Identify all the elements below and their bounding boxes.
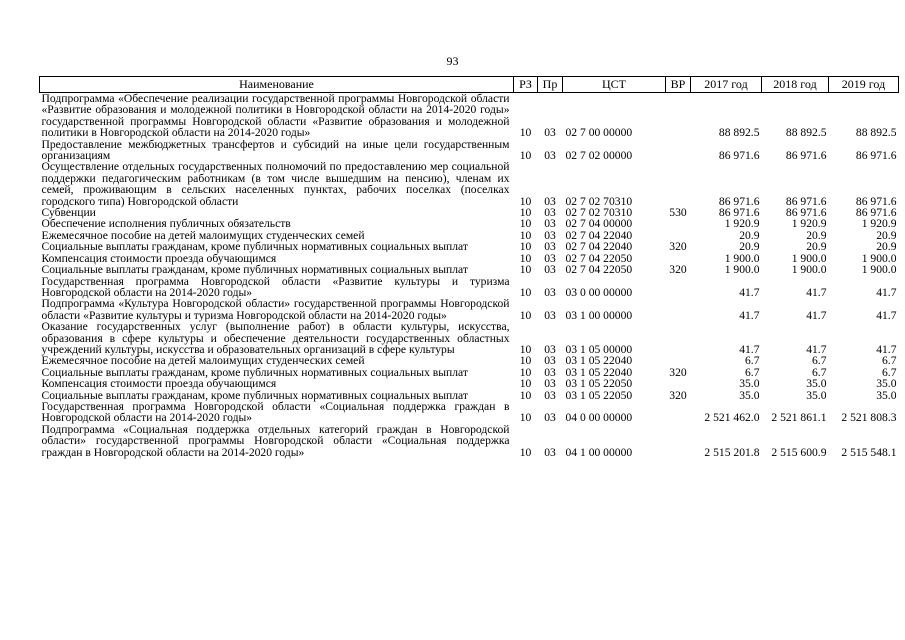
header-name: Наименование [40, 77, 514, 93]
row-pr: 03 [544, 149, 556, 163]
row-2019: 88 892.5 [855, 126, 897, 140]
table-row [40, 378, 899, 389]
row-name: Обеспечение исполнения публичных обязательств [41, 217, 291, 231]
row-2017: 88 892.5 [718, 126, 760, 140]
row-name: Государственная программа Новгородской области «Социальная поддержка граждан в Новгородской области на 2014-2020 годы» [41, 399, 510, 425]
row-2017: 41.7 [739, 285, 760, 299]
row-2017: 1 900.0 [724, 251, 760, 265]
row-pr: 03 [544, 308, 556, 322]
row-name: Социальные выплаты гражданам, кроме публичных нормативных социальных выплат [41, 240, 468, 254]
row-2019: 86 971.6 [855, 206, 897, 220]
row-2017: 6.7 [745, 354, 760, 368]
row-vr [666, 93, 691, 139]
row-rz: 10 [519, 388, 532, 402]
row-pr: 03 [544, 285, 556, 299]
row-name: Компенсация стоимости проезда обучающимся [41, 251, 277, 265]
row-2018: 20.9 [806, 228, 827, 242]
table-row [40, 276, 899, 299]
row-vr: 320 [669, 365, 687, 379]
row-vr [666, 378, 691, 389]
row-2018: 1 920.9 [791, 217, 827, 231]
row-2019: 20.9 [876, 228, 897, 242]
row-pr: 03 [544, 388, 556, 402]
row-2019: 1 900.0 [861, 251, 897, 265]
row-2018: 41.7 [806, 308, 827, 322]
row-rz: 10 [519, 445, 532, 459]
row-vr: 320 [669, 388, 687, 402]
row-name: Подпрограмма «Социальная поддержка отдельных категорий граждан в Новгородской области» государственной программы Новгородской области «Социальная поддержка граждан в Новгородской области на 2014-2020 годы» [41, 422, 510, 459]
row-2017: 41.7 [739, 342, 760, 356]
row-cst: 02 7 02 70310 [565, 206, 633, 220]
table-row [40, 93, 899, 139]
page-number: 93 [446, 54, 459, 68]
row-2018: 86 971.6 [785, 206, 827, 220]
row-2018: 41.7 [806, 342, 827, 356]
row-vr [666, 424, 691, 458]
row-2019: 2 521 808.3 [841, 411, 897, 425]
row-vr: 320 [669, 263, 687, 277]
row-2017: 20.9 [739, 228, 760, 242]
row-2017: 86 971.6 [718, 206, 760, 220]
row-pr: 03 [544, 240, 556, 254]
row-cst: 02 7 02 00000 [565, 149, 633, 163]
row-2019: 35.0 [876, 388, 897, 402]
row-2019: 41.7 [876, 342, 897, 356]
table-row [40, 161, 899, 207]
row-2018: 20.9 [806, 240, 827, 254]
row-2019: 20.9 [876, 240, 897, 254]
row-2018: 6.7 [812, 365, 827, 379]
table-row [40, 241, 899, 252]
header-pr: Пр [538, 77, 563, 93]
row-2019: 35.0 [876, 377, 897, 391]
row-name: Предоставление межбюджетных трансфертов и субсидий на иные цели государственным организациям [41, 137, 510, 163]
row-name: Государственная программа Новгородской области «Развитие культуры и туризма Новгородской области на 2014-2020 годы» [41, 274, 510, 299]
row-rz: 10 [519, 228, 532, 242]
row-cst: 02 7 04 22040 [565, 240, 633, 254]
row-pr: 03 [544, 206, 556, 220]
row-vr [666, 161, 691, 207]
row-2019: 86 971.6 [855, 149, 897, 163]
row-name: Социальные выплаты гражданам, кроме публичных нормативных социальных выплат [41, 365, 468, 379]
row-rz: 10 [519, 251, 532, 265]
row-cst: 03 1 05 22040 [565, 354, 633, 368]
row-cst: 02 7 04 22050 [565, 251, 633, 265]
row-pr: 03 [544, 445, 556, 459]
row-rz: 10 [519, 377, 532, 391]
table-row [40, 264, 899, 275]
row-name: Компенсация стоимости проезда обучающимся [41, 377, 277, 391]
row-2019: 1 920.9 [861, 217, 897, 231]
table-header [40, 77, 899, 93]
budget-table [39, 76, 899, 458]
row-name: Подпрограмма «Обеспечение реализации государственной программы Новгородской области «Развитие образования и молодежной политики в Новгородской области на 2014-2020 годы» государственной программы Новгородской области «Развитие образования и молодежной политики в Новгородской области на 2014-2020 годы» [41, 92, 510, 140]
row-rz: 10 [519, 411, 532, 425]
row-2019: 1 900.0 [861, 263, 897, 277]
row-pr: 03 [544, 194, 556, 208]
row-2017: 2 515 201.8 [704, 445, 760, 459]
row-rz: 10 [519, 240, 532, 254]
row-2017: 35.0 [739, 377, 760, 391]
table-row [40, 298, 899, 321]
row-rz: 10 [519, 285, 532, 299]
row-2018: 1 900.0 [791, 251, 827, 265]
row-pr: 03 [544, 342, 556, 356]
row-cst: 03 1 00 00000 [565, 308, 633, 322]
row-rz: 10 [519, 263, 532, 277]
row-rz: 10 [519, 206, 532, 220]
row-2017: 41.7 [739, 308, 760, 322]
row-2017: 35.0 [739, 388, 760, 402]
row-2018: 86 971.6 [785, 149, 827, 163]
row-cst: 03 1 05 22050 [565, 388, 633, 402]
row-2017: 1 900.0 [724, 263, 760, 277]
row-pr: 03 [544, 228, 556, 242]
row-2018: 86 971.6 [785, 194, 827, 208]
row-2018: 41.7 [806, 285, 827, 299]
row-vr [666, 218, 691, 229]
row-vr [666, 321, 691, 355]
row-2018: 35.0 [806, 377, 827, 391]
row-vr [666, 298, 691, 321]
row-rz: 10 [519, 194, 532, 208]
row-cst: 03 1 05 22050 [565, 377, 633, 391]
row-name: Ежемесячное пособие на детей малоимущих студенческих семей [41, 354, 365, 368]
row-rz: 10 [519, 149, 532, 163]
row-2017: 86 971.6 [718, 194, 760, 208]
row-name: Оказание государственных услуг (выполнение работ) в области культуры, искусства, образования в сфере культуры и обеспечение деятельности государственных областных учреждений культуры, искусства и образовательных организаций в сфере культуры [41, 320, 510, 356]
row-2018: 2 515 600.9 [771, 445, 827, 459]
row-name: Социальные выплаты гражданам, кроме публичных нормативных социальных выплат [41, 263, 468, 277]
row-vr [666, 401, 691, 424]
header-row [40, 77, 899, 93]
row-2017: 1 920.9 [724, 217, 760, 231]
row-vr [666, 276, 691, 299]
row-2018: 1 900.0 [791, 263, 827, 277]
row-pr: 03 [544, 411, 556, 425]
table-row [40, 139, 899, 162]
row-pr: 03 [544, 217, 556, 231]
header-vr: ВР [666, 77, 691, 93]
row-vr: 530 [669, 206, 687, 220]
table-body [40, 93, 899, 459]
row-2019: 6.7 [882, 354, 897, 368]
row-pr: 03 [544, 251, 556, 265]
row-rz: 10 [519, 354, 532, 368]
row-pr: 03 [544, 354, 556, 368]
row-vr: 320 [669, 240, 687, 254]
row-cst: 02 7 04 22050 [565, 263, 633, 277]
header-2018: 2018 год [762, 77, 829, 93]
row-2017: 2 521 462.0 [704, 411, 760, 425]
row-2017: 6.7 [745, 365, 760, 379]
row-cst: 02 7 02 70310 [565, 194, 633, 208]
row-cst: 04 1 00 00000 [565, 445, 633, 459]
row-cst: 02 7 04 22040 [565, 228, 633, 242]
row-2018: 88 892.5 [785, 126, 827, 140]
row-2017: 86 971.6 [718, 149, 760, 163]
row-name: Осуществление отдельных государственных полномочий по предоставлению мер социальной поддержки педагогическим работникам (в том числе вышедшим на пенсию), членам их семей, проживающим в сельских населенных пунктах, рабочих поселках (поселках городского типа) Новгородской области [41, 160, 510, 208]
row-cst: 03 0 00 00000 [565, 285, 633, 299]
table-row [40, 424, 899, 458]
row-pr: 03 [544, 377, 556, 391]
row-rz: 10 [519, 308, 532, 322]
row-name: Ежемесячное пособие на детей малоимущих студенческих семей [41, 228, 365, 242]
row-name: Субвенции [41, 206, 96, 220]
row-2017: 20.9 [739, 240, 760, 254]
table-row [40, 401, 899, 424]
row-rz: 10 [519, 342, 532, 356]
header-rz: РЗ [514, 77, 538, 93]
row-2018: 2 521 861.1 [771, 411, 827, 425]
row-2018: 6.7 [812, 354, 827, 368]
row-rz: 10 [519, 126, 532, 140]
row-cst: 02 7 04 00000 [565, 217, 633, 231]
row-vr [666, 139, 691, 162]
row-pr: 03 [544, 365, 556, 379]
header-2017: 2017 год [691, 77, 762, 93]
row-2019: 41.7 [876, 285, 897, 299]
row-name: Подпрограмма «Культура Новгородской области» государственной программы Новгородской области «Развитие культуры и туризма Новгородской области на 2014-2020 годы» [41, 297, 510, 322]
row-pr: 03 [544, 263, 556, 277]
header-2019: 2019 год [829, 77, 899, 93]
row-pr: 03 [544, 126, 556, 140]
table-row [40, 321, 899, 355]
row-2019: 6.7 [882, 365, 897, 379]
header-cst: ЦСТ [563, 77, 666, 93]
row-name: Социальные выплаты гражданам, кроме публичных нормативных социальных выплат [41, 388, 468, 402]
row-rz: 10 [519, 217, 532, 231]
row-2018: 35.0 [806, 388, 827, 402]
row-cst: 02 7 00 00000 [565, 126, 633, 140]
row-cst: 03 1 05 00000 [565, 342, 633, 356]
row-rz: 10 [519, 365, 532, 379]
row-cst: 03 1 05 22040 [565, 365, 633, 379]
row-2019: 41.7 [876, 308, 897, 322]
row-2019: 86 971.6 [855, 194, 897, 208]
row-2019: 2 515 548.1 [841, 445, 897, 459]
row-cst: 04 0 00 00000 [565, 411, 633, 425]
